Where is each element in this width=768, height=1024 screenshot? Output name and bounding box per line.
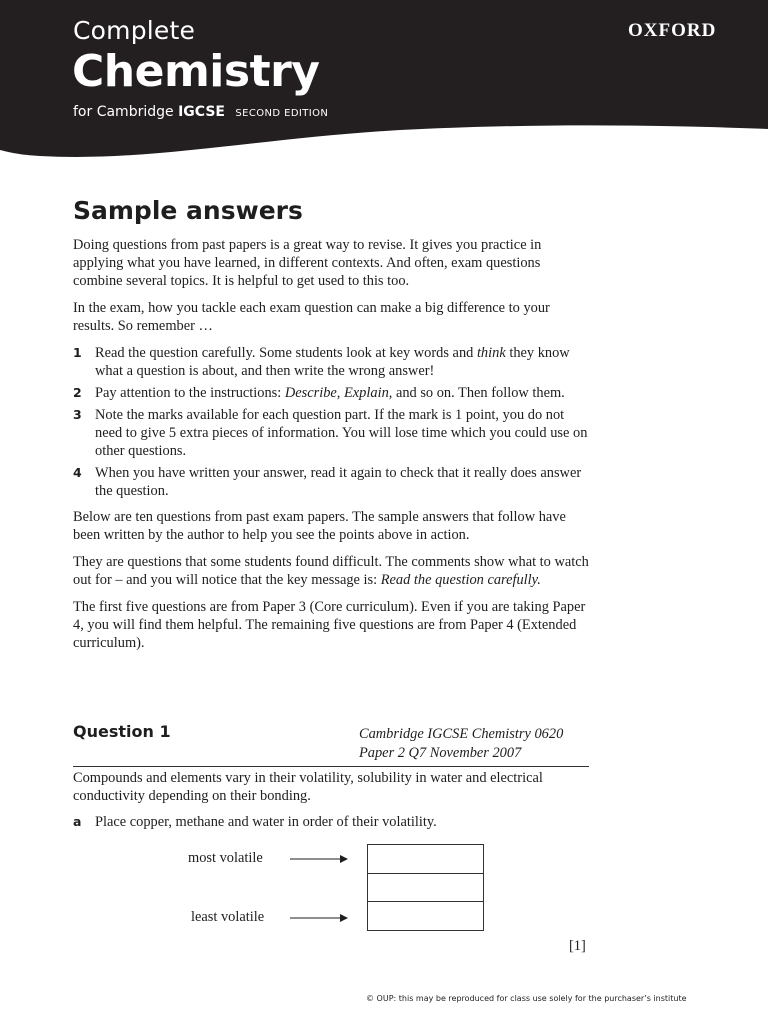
answer-box-2[interactable] — [367, 873, 484, 902]
tip-item-3 — [73, 406, 593, 460]
tip-text-end: they know what a question is about, and then write the wrong answer! — [95, 345, 570, 379]
book-title: Chemistry — [72, 46, 320, 97]
difficult-text: They are questions that some students found difficult. The comments show what to watch out for – and you will notice that the key message is: — [73, 554, 589, 588]
question-source-line-2: Paper 2 Q7 November 2007 — [359, 745, 522, 761]
tip-number: 1 — [73, 345, 82, 360]
question-part-a — [73, 813, 583, 831]
tip-number: 4 — [73, 465, 82, 480]
tip-emphasis: Describe, Explain — [284, 385, 389, 401]
part-letter: a — [73, 814, 82, 829]
book-series-label: Complete — [73, 16, 196, 45]
tip-text: Pay attention to the instructions: — [95, 385, 285, 401]
subtitle-exam: IGCSE — [178, 104, 225, 120]
book-subtitle — [73, 104, 328, 120]
tip-item-1 — [73, 344, 593, 380]
difficult-paragraph — [73, 553, 593, 589]
question-source-line-1: Cambridge IGCSE Chemistry 0620 — [359, 726, 564, 742]
intro-paragraph-2: In the exam, how you tackle each exam question can make a big difference to your results. So remember … — [73, 300, 550, 334]
tip-item-4 — [73, 464, 593, 500]
question-title: Question 1 — [73, 722, 171, 741]
subtitle-prefix: for Cambridge — [73, 104, 174, 120]
tip-text: When you have written your answer, read it again to check that it really does answer the question. — [95, 465, 582, 499]
tip-text-end: , and so on. Then follow them. — [388, 385, 565, 401]
most-volatile-label: most volatile — [188, 850, 263, 866]
arrow-right-icon — [290, 853, 352, 865]
question-source — [359, 725, 589, 763]
subtitle-edition: SECOND EDITION — [235, 108, 329, 119]
page-title: Sample answers — [73, 196, 303, 225]
marks-indicator: [1] — [569, 938, 586, 954]
tip-number: 2 — [73, 385, 82, 400]
answer-box-1[interactable] — [367, 844, 484, 874]
tip-number: 3 — [73, 407, 82, 422]
question-header — [73, 722, 589, 767]
key-message: Read the question carefully. — [380, 572, 541, 588]
tip-item-2 — [73, 384, 593, 402]
answer-box-3[interactable] — [367, 902, 484, 931]
copyright-footer: © OUP: this may be reproduced for class use solely for the purchaser’s institute — [366, 994, 687, 1003]
intro-paragraph-1: Doing questions from past papers is a great way to revise. It gives you practice in applying what you have learned, in different contexts. And often, exam questions combine several topics. It is helpful to get used to this too. — [73, 237, 542, 289]
tip-text: Note the marks available for each question part. If the mark is 1 point, you do not need to give 5 extra pieces of information. You will lose time which you could use on other questions. — [95, 407, 588, 459]
papers-paragraph: The first five questions are from Paper 3 (Core curriculum). Even if you are taking Paper 4, you will find them helpful. The remaining five questions are from Paper 4 (Extended curriculum). — [73, 599, 586, 651]
question-intro: Compounds and elements vary in their volatility, solubility in water and electrical conductivity depending on their bonding. — [73, 770, 543, 804]
tip-text: Read the question carefully. Some students look at key words and — [95, 345, 477, 361]
least-volatile-label: least volatile — [191, 909, 265, 925]
intro-section — [73, 196, 593, 661]
part-text: Place copper, methane and water in order of their volatility. — [95, 814, 437, 830]
tips-list — [73, 344, 593, 500]
tip-emphasis: think — [476, 345, 506, 361]
arrow-right-icon — [290, 912, 352, 924]
below-paragraph: Below are ten questions from past exam papers. The sample answers that follow have been written by the author to help you see the points above in action. — [73, 509, 566, 543]
publisher-logo: OXFORD — [628, 20, 717, 41]
